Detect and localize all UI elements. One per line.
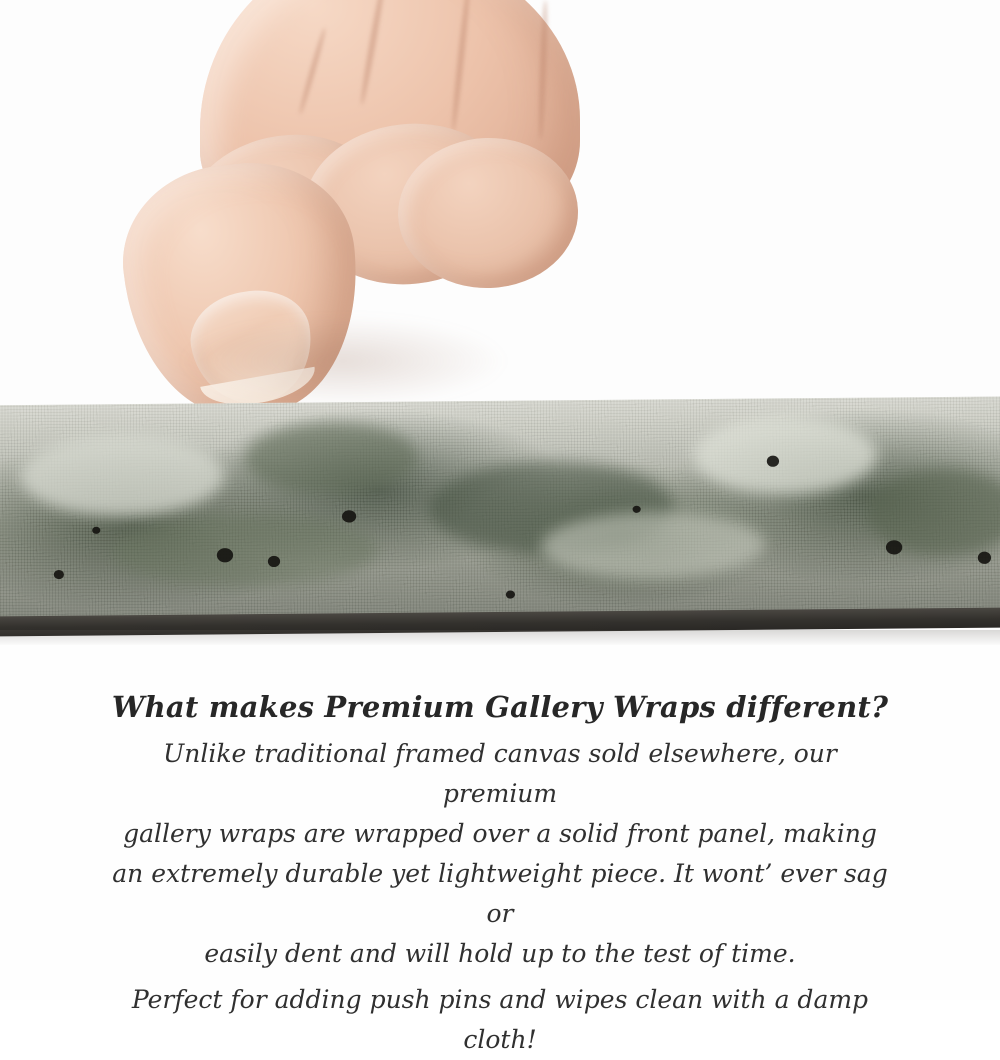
- canvas-wrap-edge: [0, 396, 1000, 624]
- knuckle-crease: [450, 0, 472, 132]
- knuckle-crease: [298, 27, 328, 115]
- caption-line-4: easily dent and will hold up to the test of time.: [204, 939, 796, 968]
- hand-shadow: [178, 316, 508, 406]
- caption-heading: What makes Premium Gallery Wraps different?: [111, 690, 889, 724]
- canvas-speck: [92, 527, 100, 534]
- knuckle-crease: [359, 0, 387, 106]
- knuckle-crease: [538, 0, 549, 140]
- canvas-texture-patch: [112, 514, 378, 588]
- caption-block: [0, 690, 1000, 1060]
- canvas-texture-patch: [244, 422, 418, 495]
- canvas-speck: [978, 552, 991, 564]
- canvas-texture-patch: [541, 511, 766, 580]
- canvas-speck: [506, 590, 515, 598]
- canvas-texture-patch: [693, 416, 877, 495]
- caption-line-2: gallery wraps are wrapped over a solid front panel, making: [123, 819, 877, 848]
- caption-final-line: Perfect for adding push pins and wipes clean with a damp cloth!: [131, 985, 869, 1054]
- canvas-speck: [54, 570, 64, 579]
- canvas-speck: [767, 456, 779, 467]
- caption-line-3: an extremely durable yet lightweight piece. It wont’ ever sag or: [112, 859, 888, 928]
- wrap-drop-shadow: [0, 630, 1000, 645]
- caption-body: [0, 734, 1000, 1060]
- canvas-speck: [633, 506, 641, 513]
- hand-illustration: [108, 0, 578, 416]
- canvas-speck: [342, 510, 356, 522]
- canvas-speck: [268, 556, 280, 567]
- caption-line-1: Unlike traditional framed canvas sold elsewhere, our premium: [163, 739, 837, 808]
- canvas-speck: [886, 540, 902, 554]
- canvas-texture-patch: [20, 434, 225, 517]
- canvas-speck: [217, 548, 233, 562]
